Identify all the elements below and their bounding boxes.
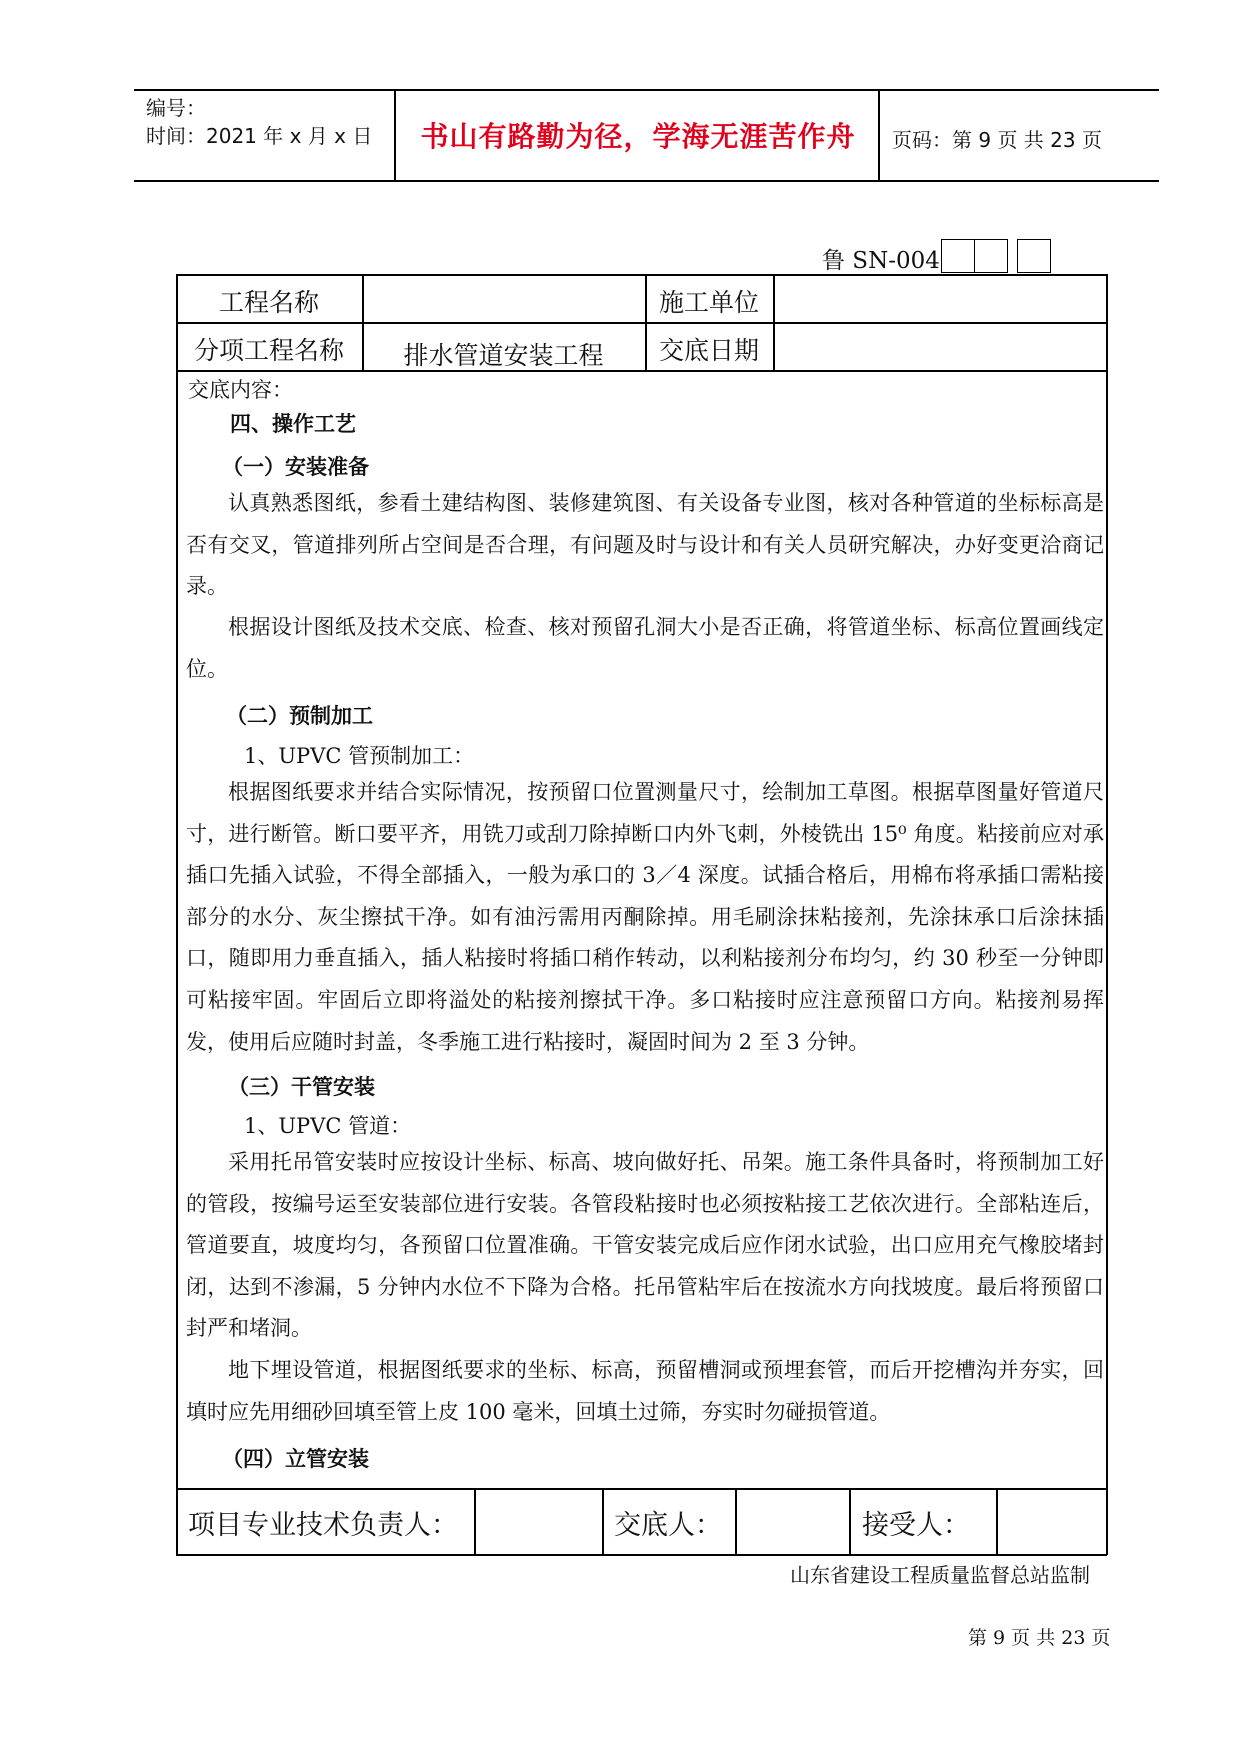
project-name-label: 工程名称: [218, 288, 319, 317]
header-number-label: 编号：: [146, 96, 206, 120]
subsection-3-item: 1、UPVC 管道：: [244, 1114, 412, 1138]
content-intro: 交底内容：: [188, 378, 293, 402]
form-code-box-2: [974, 239, 1008, 273]
subsection-3-title: （三）干管安装: [228, 1075, 375, 1099]
tech-lead-signature-field[interactable]: [476, 1490, 601, 1553]
paragraph-prefab: 根据图纸要求并结合实际情况，按预留口位置测量尺寸，绘制加工草图。根据草图量好管道尺寸，进行断管。断口要平齐，用铣刀或刮刀除掉断口内外飞刺，外棱铣出 15⁰ 角度。粘接前应对承插口先插入试验，不得全部插入，一般为承口的 3／4 深度。试插合格后，用棉布将承插口需粘接部分的水分、灰尘擦拭干净。如有油污需用丙酮除掉。用毛刷涂抹粘接剂，先涂抹承口后涂抹插口，随即用力垂直插入，插人粘接时将插口稍作转动，以利粘接剂分布均匀，约 30 秒至一分钟即可粘接牢固。牢固后立即将溢处的粘接剂擦拭干净。多口粘接时应注意预留口方向。粘接剂易挥发，使用后应随时封盖，冬季施工进行粘接时，凝固时间为 2 至 3 分钟。: [186, 780, 1104, 1054]
subsection-4-title: （四）立管安装: [222, 1447, 369, 1471]
form-code-box-1: [941, 239, 975, 273]
receiver-signature-field[interactable]: [998, 1490, 1105, 1553]
receiver-label: 接受人：: [862, 1510, 970, 1541]
discloser-signature-field[interactable]: [737, 1490, 848, 1553]
date-label: 交底日期: [658, 336, 759, 365]
section-title: 四、操作工艺: [230, 412, 356, 436]
header-motto: 书山有路勤为径，学海无涯苦作舟: [420, 120, 856, 153]
header-divider-left: [394, 89, 396, 181]
subsection-2-title: （二）预制加工: [226, 704, 373, 728]
header-time-label: 时间：2021 年 x 月 x 日: [146, 124, 373, 148]
subitem-value[interactable]: 排水管道安装工程: [403, 341, 604, 370]
paragraph-prep-2: 根据设计图纸及技术交底、检查、核对预留孔洞大小是否正确，将管道坐标、标高位置画线定位。: [186, 615, 1104, 681]
paragraph-main-pipe: 采用托吊管安装时应按设计坐标、标高、坡向做好托、吊架。施工条件具备时，将预制加工好的管段，按编号运至安装部位进行安装。各管段粘接时也必须按粘接工艺依次进行。全部粘连后，管道要直，坡度均匀，各预留口位置准确。干管安装完成后应作闭水试验，出口应用充气橡胶堵封闭，达到不渗漏，5 分钟内水位不下降为合格。托吊管粘牢后在按流水方向找坡度。最后将预留口封严和堵洞。: [186, 1150, 1104, 1341]
discloser-label: 交底人：: [614, 1510, 722, 1541]
construction-unit-label: 施工单位: [658, 288, 759, 317]
subsection-1-title: （一）安装准备: [222, 455, 369, 479]
footer-page-number: 第 9 页 共 23 页: [968, 1627, 1111, 1649]
form-code: 鲁 SN-004: [822, 248, 940, 274]
subitem-label: 分项工程名称: [193, 336, 344, 365]
header-bottom-rule: [134, 180, 1159, 182]
header-page-label: 页码：第 9 页 共 23 页: [892, 128, 1102, 152]
form-code-box-3: [1017, 239, 1051, 273]
header-divider-right: [878, 89, 880, 181]
subsection-2-item: 1、UPVC 管预制加工：: [244, 744, 475, 768]
paragraph-prep-1: 认真熟悉图纸，参看土建结构图、装修建筑图、有关设备专业图，核对各种管道的坐标标高是否有交叉，管道排列所占空间是否合理，有问题及时与设计和有关人员研究解决，办好变更洽商记录。: [186, 491, 1104, 599]
paragraph-buried-pipe: 地下埋设管道，根据图纸要求的坐标、标高，预留槽洞或预埋套管，而后开挖槽沟并夯实，回填时应先用细砂回填至管上皮 100 毫米，回填土过筛，夯实时勿碰损管道。: [186, 1358, 1104, 1424]
tech-lead-label: 项目专业技术负责人：: [188, 1510, 458, 1541]
header-top-rule: [134, 89, 1159, 91]
supervisor-note: 山东省建设工程质量监督总站监制: [790, 1563, 1090, 1587]
